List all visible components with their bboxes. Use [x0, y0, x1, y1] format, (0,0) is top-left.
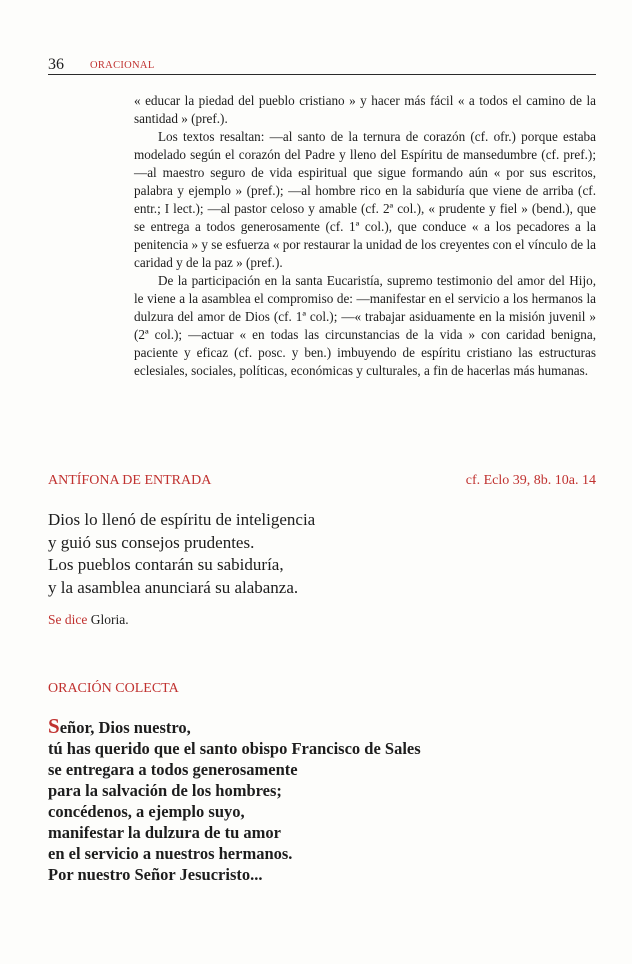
- running-header: [48, 52, 596, 75]
- collect-line-1-text: eñor, Dios nuestro,: [59, 718, 191, 737]
- antiphon-heading: ANTÍFONA DE ENTRADA: [48, 473, 212, 488]
- collect-line-6: manifestar la dulzura de tu amor: [48, 823, 281, 842]
- page-number: 36: [48, 56, 64, 73]
- collect-line-2: tú has querido que el santo obispo Francisco de Sales: [48, 739, 421, 758]
- antiphon-reference: cf. Eclo 39, 8b. 10a. 14: [465, 473, 596, 488]
- collect-line-4: para la salvación de los hombres;: [48, 781, 282, 800]
- antiphon-line-4: y la asamblea anunciará su alabanza.: [48, 577, 299, 597]
- introduction-text: [134, 92, 596, 380]
- collect-line-3: se entregara a todos generosamente: [48, 760, 298, 779]
- gloria-rubric: [48, 612, 129, 628]
- intro-paragraph-2: Los textos resaltan: —al santo de la ternura de corazón (cf. ofr.) porque estaba modelado según el corazón del Padre y lleno del Espíritu de mansedumbre (cf. pref.); —al maestro seguro de vida espiritual que sigue formando aún « por sus escritos, palabra y ejemplo » (pref.); —al hombre rico en la sabiduría que viene de arriba (cf. entr.; I lect.); —al pastor celoso y amable (cf. 2ª col.), « prudente y fiel » (bend.), que se entrega a todos generosamente (cf. 1ª col.), que conduce « a los pecadores a la penitencia » y se esfuerza « por restaurar la unidad de los creyentes con el vínculo de la caridad y de la paz » (pref.).: [134, 129, 596, 270]
- collect-line-8: Por nuestro Señor Jesucristo...: [48, 865, 263, 884]
- collect-heading: ORACIÓN COLECTA: [48, 681, 179, 696]
- antiphon-line-1: Dios lo llenó de espíritu de inteligencia: [48, 510, 316, 529]
- rubric-gloria: Gloria.: [90, 612, 129, 627]
- running-title: ORACIONAL: [90, 60, 155, 71]
- antiphon-heading-row: [48, 473, 596, 493]
- collect-heading-row: [48, 681, 596, 701]
- collect-line-1: [48, 716, 588, 738]
- antiphon-text: [48, 509, 468, 599]
- antiphon-line-3: Los pueblos contarán su sabiduría,: [48, 555, 284, 574]
- intro-paragraph-1: « educar la piedad del pueblo cristiano » y hacer más fácil « a todos el camino de la santidad » (pref.).: [134, 93, 596, 126]
- collect-initial: S: [48, 714, 60, 738]
- collect-line-7: en el servicio a nuestros hermanos.: [48, 844, 293, 863]
- intro-paragraph-3: De la participación en la santa Eucaristía, supremo testimonio del amor del Hijo, le viene a la asamblea el compromiso de: —manifestar en el servicio a los hermanos la dulzura del amor de Dios (cf. 1ª col.); —« trabajar asiduamente en la misión juvenil » (2ª col.); —actuar « en todas las circunstancias de la vida » con caridad benigna, paciente y eficaz (cf. posc. y ben.) imbuyendo de espíritu cristiano las estructuras eclesiales, sociales, políticas, económicas y culturales, a fin de hacerlas más humanas.: [134, 273, 596, 378]
- collect-prayer: [48, 716, 588, 885]
- antiphon-line-2: y guió sus consejos prudentes.: [48, 532, 255, 552]
- rubric-instruction: Se dice: [48, 612, 88, 627]
- collect-line-5: concédenos, a ejemplo suyo,: [48, 802, 245, 821]
